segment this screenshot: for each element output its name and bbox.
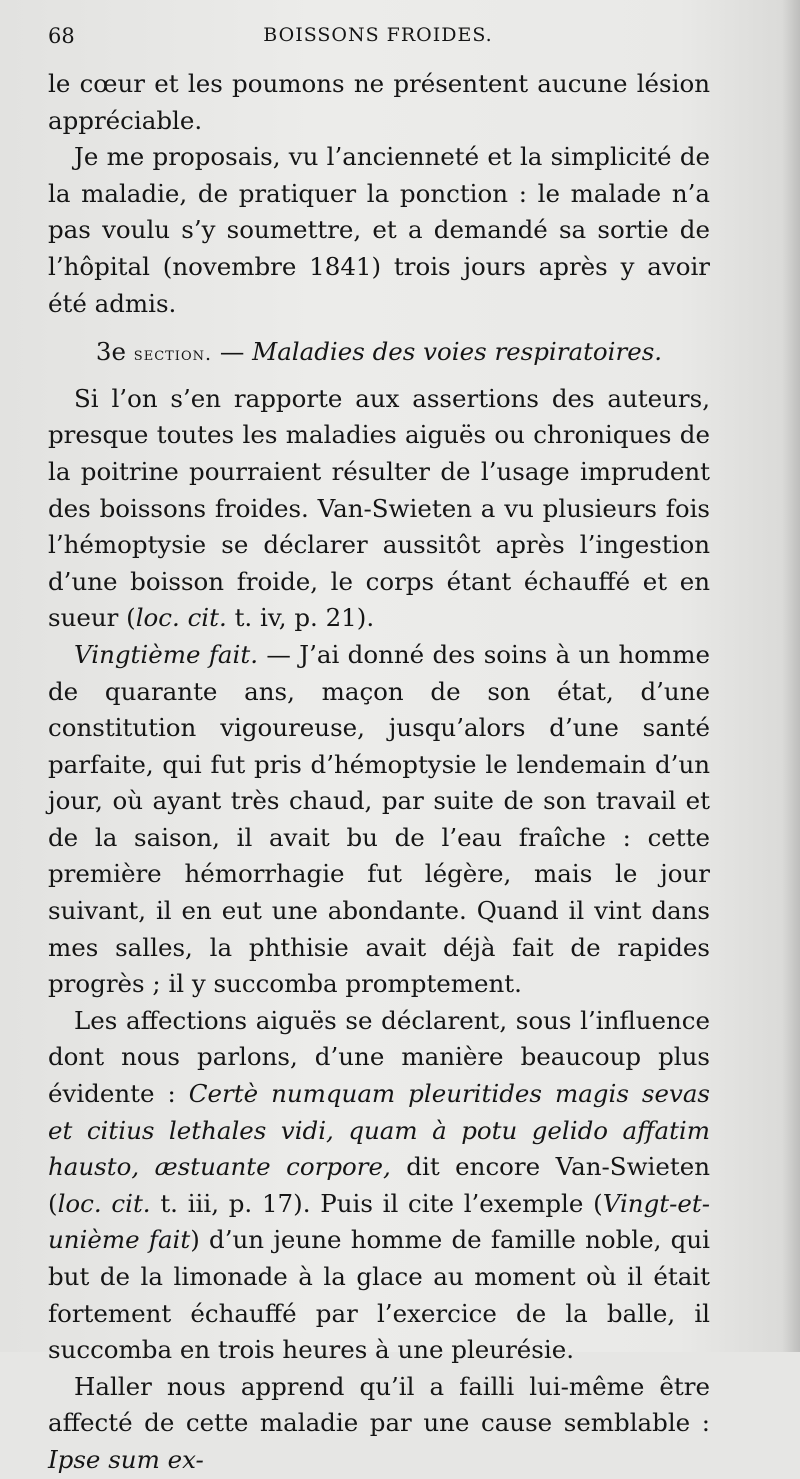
- paragraph-3: [48, 381, 710, 637]
- case-label: Vingt-et-unième fait: [48, 1188, 710, 1255]
- latin-quote: Ipse sum ex-: [48, 1444, 204, 1474]
- paragraph-6-text: Haller nous apprend qu’il a failli lui-même être affecté de cette maladie par une cause semblable :: [48, 1371, 710, 1438]
- paragraph-5-mid2: t. iii, p. 17). Puis il cite l’exemple (: [150, 1188, 603, 1218]
- page-header: [48, 24, 708, 54]
- paragraph-1: le cœur et les poumons ne présentent aucune lésion appréciable.: [48, 69, 710, 135]
- page-number: 68: [48, 24, 75, 48]
- paragraph-5-text: Les affections aiguës se déclarent, sous l’influence dont nous parlons, d’une manière beaucoup plus évidente :: [48, 1005, 710, 1109]
- section-dash: —: [212, 337, 253, 367]
- section-number: 3e: [95, 337, 126, 367]
- body-text: [48, 66, 710, 1479]
- section-title: Maladies des voies respiratoires.: [252, 337, 663, 367]
- citation: loc. cit.: [135, 603, 227, 633]
- paragraph-5-mid: dit encore Van-Swieten (: [48, 1152, 710, 1218]
- section-heading: [48, 334, 710, 373]
- paragraph-4-text: — J’ai donné des soins à un homme de quarante ans, maçon de son état, d’une constitution vigoureuse, jusqu’alors d’une santé parfaite, qui fut pris d’hémoptysie le lendemain d’un jour, où ayant très chaud, par suite de son travail et de la saison, il avait bu de l’eau fraîche : cette première hémorrhagie fut légère, mais le jour suivant, il en eut une abondante. Quand il vint dans mes salles, la phthisie avait déjà fait de rapides progrès ; il y succomba promptement.: [48, 639, 710, 999]
- citation: loc. cit.: [57, 1188, 151, 1218]
- case-label: Vingtième fait.: [74, 639, 258, 669]
- page-edge-shadow: [782, 0, 800, 1352]
- section-label: section.: [133, 343, 213, 366]
- paragraph-5: [48, 1003, 710, 1369]
- paragraph-3-text: Si l’on s’en rapporte aux assertions des auteurs, presque toutes les maladies aiguës ou chroniques de la poitrine pourraient résulter de l’usage imprudent des boissons froides. Van-Swieten a vu plusieurs fois l’hémoptysie se déclarer aussitôt après l’ingestion d’une boisson froide, le corps étant échauffé et en sueur (: [48, 383, 710, 633]
- paragraph-3-end: t. iv, p. 21).: [226, 603, 375, 633]
- paragraph-6: [48, 1369, 710, 1479]
- paragraph-2: Je me proposais, vu l’ancienneté et la simplicité de la maladie, de pratiquer la ponction : le malade n’a pas voulu s’y soumettre, et a demandé sa sortie de l’hôpital (novembre 1841) trois jours après y avoir été admis.: [48, 142, 710, 318]
- running-head: BOISSONS FROIDES.: [263, 24, 493, 46]
- latin-quote: Certè numquam pleuritides magis sevas et citius lethales vidi, quam à potu gelido affatim hausto, æstuante corpore,: [48, 1079, 710, 1182]
- paragraph-4: [48, 637, 710, 1003]
- paragraph-5-end: ) d’un jeune homme de famille noble, qui but de la limonade à la glace au moment où il était fortement échauffé par l’exercice de la balle, il succomba en trois heures à une pleurésie.: [48, 1225, 710, 1365]
